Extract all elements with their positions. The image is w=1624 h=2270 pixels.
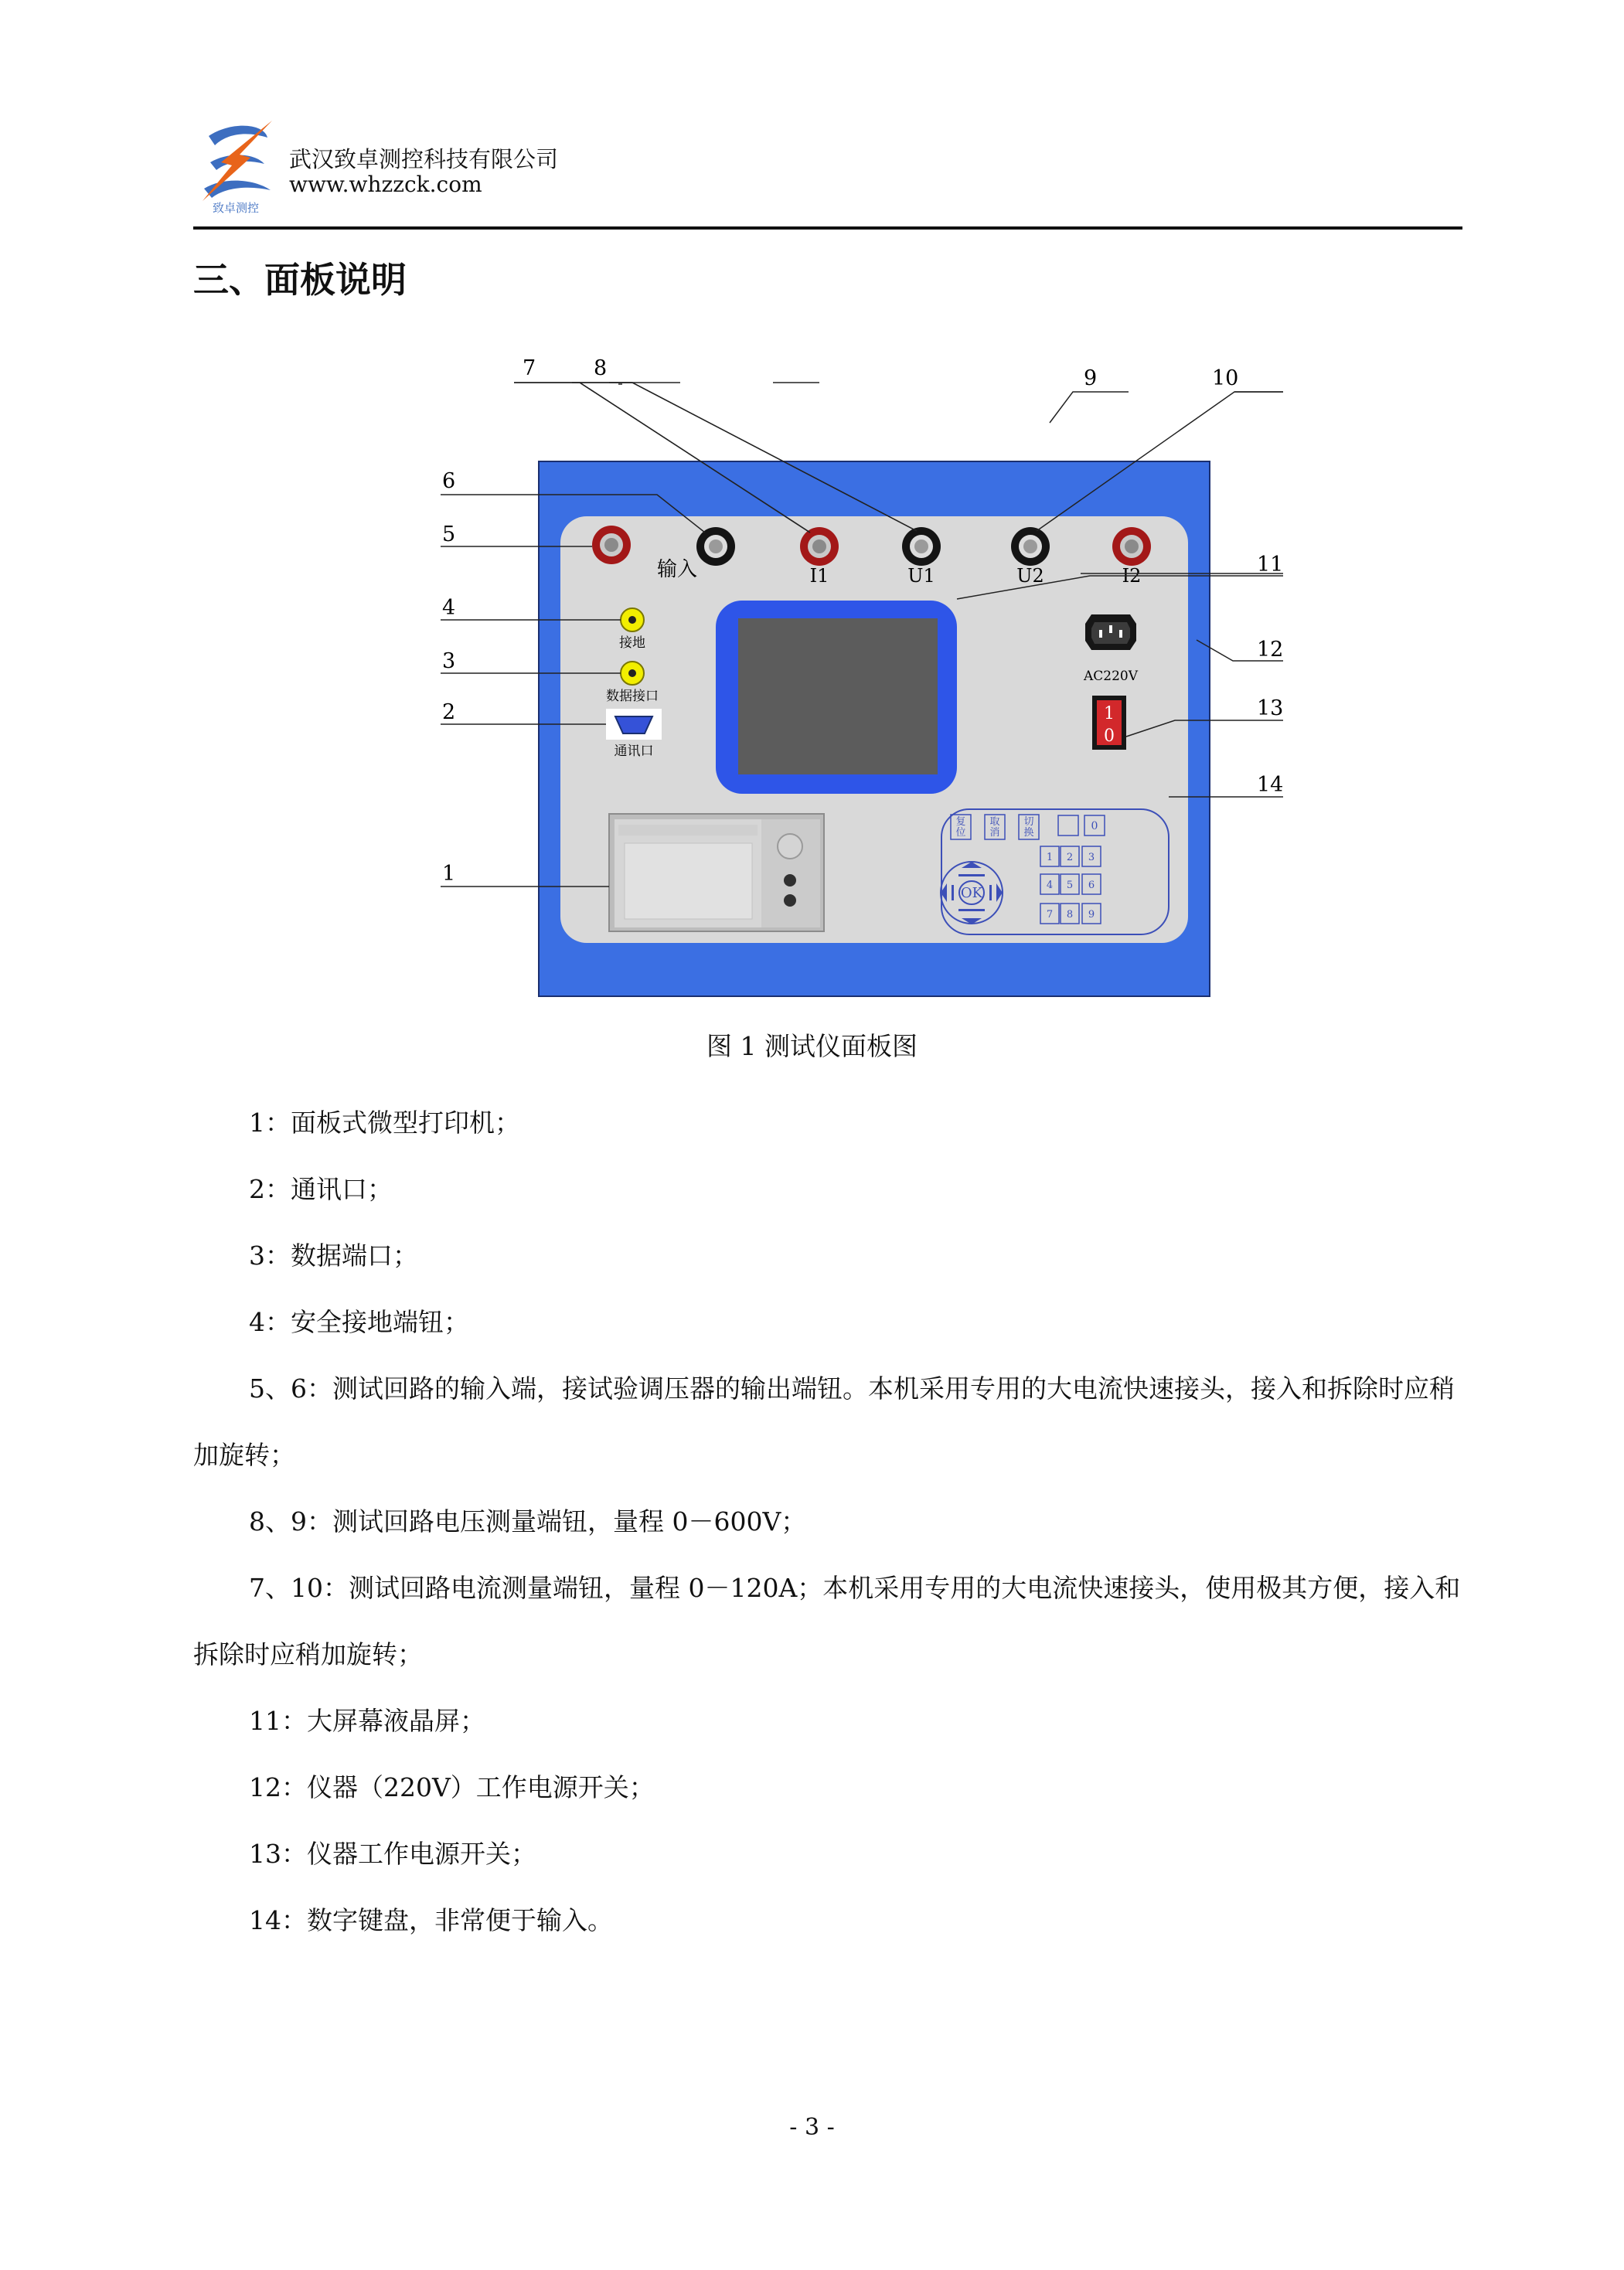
terminal-label-i1: I1: [809, 565, 829, 587]
panel-printer: [609, 814, 824, 931]
callout-10: 10: [1212, 366, 1239, 390]
panel-diagram: [433, 352, 1322, 1009]
keypad-key-5-label: 5: [1066, 880, 1074, 891]
company-name: 武汉致卓测控科技有限公司: [289, 146, 559, 172]
terminal-6-input-black: [696, 527, 735, 566]
callout-7: 7: [523, 356, 536, 380]
description-item: [193, 1090, 1469, 1156]
keypad-key-8-label: 8: [1066, 909, 1074, 921]
terminal-label-i2: I2: [1122, 565, 1142, 587]
page-number: - 3 -: [789, 2114, 835, 2141]
function-key-1-label: 复: [955, 816, 966, 828]
description-item: [193, 1223, 1469, 1289]
description-text: 1：面板式微型打印机；: [249, 1108, 520, 1138]
callout-12: 12: [1257, 638, 1284, 662]
logo-text: 致卓测控: [212, 201, 260, 215]
description-text: 11：大屏幕液晶屏；: [249, 1706, 485, 1736]
terminal-5-input-red: [592, 526, 631, 564]
callout-2: 2: [442, 700, 456, 724]
input-label: 输入: [656, 558, 698, 581]
description-item: [193, 1489, 1469, 1555]
terminal-7-i1-red: [800, 527, 839, 566]
keypad-key-2-label: 2: [1066, 852, 1074, 863]
section-title: 三、面板说明: [193, 259, 407, 301]
description-text: 12：仪器（220V）工作电源开关；: [249, 1772, 655, 1802]
terminal-8-u1-black: [902, 527, 941, 566]
ground-label: 接地: [619, 635, 645, 651]
keypad-key-3-label: 3: [1088, 852, 1095, 863]
description-text: 7、10：测试回路电流测量端钮，量程 0－120A；本机采用专用的大电流快速接头，使用极其方便，接入和拆除时应稍加旋转；: [193, 1573, 1461, 1669]
description-item: [193, 1887, 1469, 1954]
company-website: www.whzzck.com: [289, 172, 482, 197]
description-item: [193, 1688, 1469, 1754]
function-key-1-label: 位: [955, 827, 966, 839]
power-label: AC220V: [1083, 669, 1139, 684]
switch-off-label: 0: [1104, 727, 1115, 746]
description-text: 8、9：测试回路电压测量端钮，量程 0－600V；: [249, 1506, 807, 1537]
data-port: [621, 662, 644, 685]
power-socket: [1085, 614, 1136, 650]
comm-port-label: 通讯口: [614, 744, 654, 759]
callout-1: 1: [442, 862, 456, 886]
callout-13: 13: [1257, 696, 1284, 720]
description-text: 4：安全接地端钮；: [249, 1307, 469, 1337]
description-item: [193, 1156, 1469, 1223]
description-text: 14：数字键盘，非常便于输入。: [249, 1905, 613, 1935]
figure-caption: 图 1 测试仪面板图: [706, 1031, 918, 1061]
keypad-key-4-label: 4: [1046, 880, 1054, 891]
callout-5: 5: [442, 522, 456, 546]
switch-on-label: 1: [1104, 704, 1115, 723]
keypad-key-6-label: 6: [1088, 880, 1095, 891]
description-item: [193, 1356, 1469, 1489]
description-item: [193, 1821, 1469, 1887]
keypad-ok: OK: [960, 885, 983, 901]
function-key-2-label: 消: [989, 827, 1000, 839]
description-text: 2：通讯口；: [249, 1174, 393, 1204]
header-rule: [193, 226, 1462, 230]
terminal-9-u2-black: [1011, 527, 1050, 566]
callout-6: 6: [442, 469, 456, 493]
callout-4: 4: [442, 596, 456, 620]
callout-3: 3: [442, 649, 456, 673]
company-logo: [193, 114, 278, 215]
keypad-key-7-label: 7: [1046, 909, 1054, 921]
terminal-label-u2: U2: [1016, 565, 1044, 587]
keypad-key-0-label: 0: [1091, 820, 1098, 832]
description-text: 5、6：测试回路的输入端，接试验调压器的输出端钮。本机采用专用的大电流快速接头，接入和拆除时应稍加旋转；: [193, 1373, 1455, 1470]
description-item: [193, 1289, 1469, 1356]
keypad-key-1-label: 1: [1046, 852, 1054, 863]
data-port-label: 数据接口: [606, 689, 659, 704]
callout-9: 9: [1084, 366, 1098, 390]
terminal-10-i2-red: [1112, 527, 1151, 566]
description-item: [193, 1754, 1469, 1821]
function-key-2-label: 取: [989, 816, 1000, 828]
callout-14: 14: [1257, 773, 1284, 797]
callout-8: 8: [594, 356, 608, 380]
lcd-screen: [738, 618, 938, 774]
ground-terminal: [621, 608, 644, 631]
description-text: 13：仪器工作电源开关；: [249, 1839, 536, 1869]
function-key-3-label: 切: [1023, 816, 1034, 828]
description-item: [193, 1555, 1469, 1688]
terminal-label-u1: U1: [907, 565, 935, 587]
callout-11: 11: [1257, 553, 1284, 577]
description-text: 3：数据端口；: [249, 1241, 418, 1271]
keypad-key-9-label: 9: [1088, 909, 1095, 921]
function-key-3-label: 换: [1023, 827, 1034, 839]
